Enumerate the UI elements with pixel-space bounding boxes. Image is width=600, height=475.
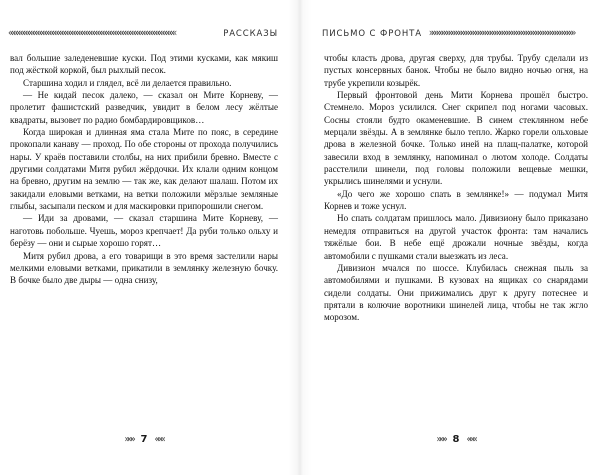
paragraph: Но спать солдатам пришлось мало. Дивизиону было приказано немедля отправиться на другой участок фронта: там начались тяжёлые бои. В небе ещё дрожали ночные звёзды, когда автомобили с пушками стали выезжать из леса. <box>324 213 588 261</box>
paragraph: Митя рубил дрова, а его товарищи в это время застелили нары мелкими еловыми ветками, прикатили в землянку железную бочку. В бочке было две дыры — одна снизу, <box>10 250 278 286</box>
chevron-left-ornament-icon: ««« <box>466 434 476 445</box>
chevron-right-ornament-icon: »»» <box>124 434 134 445</box>
left-page-body-text <box>10 52 278 287</box>
paragraph: — Не кидай песок далеко, — сказал он Мите Корневу, — пролетит фашистский разведчик, увидит в белом лесу жёлтые квадраты, вызовет по радио бомбардировщиков… <box>10 90 278 125</box>
right-page <box>300 0 600 475</box>
paragraph: вал большие заледеневшие куски. Под этими кусками, как мякиш под жёсткой коркой, был рыхлый песок. <box>10 53 278 76</box>
right-page-body-text <box>324 52 588 324</box>
paragraph: Старшина ходил и глядел, всё ли делается правильно. <box>23 77 232 88</box>
chevron-right-ornament-icon: »»» <box>436 434 446 445</box>
chevron-left-ornament-icon: ««« <box>154 434 164 445</box>
left-page-folio <box>10 434 278 445</box>
left-page-running-head-title: РАССКАЗЫ <box>223 29 278 39</box>
chevron-right-ornament-icon: »»»»»»»»»»»»»»»»»»»»»»»»»»»»»»»»»»»»»»»»»»»»»»»»»»»»»»»»»»»» <box>428 28 574 40</box>
left-page-number: 7 <box>140 434 148 445</box>
right-page-running-head-title: ПИСЬМО С ФРОНТА <box>322 29 422 39</box>
paragraph: Когда широкая и длинная яма стала Мите по пояс, в середине прокопали канаву — проход. По обе стороны от прохода получились нары. У краёв поставили столбы, на них прибили бревно. Вместе с другими солдатами Митя рубил жёрдочки. Их клали одним концом на бревно, другим на землю — так же, как делают шалаш. Потом их закидали еловыми ветками, на ветки положили мёрзлые земляные глыбы, засыпали песком и для маскировки припорошили снегом. <box>10 127 278 212</box>
paragraph: чтобы класть дрова, другая сверху, для трубы. Трубу сделали из пустых консервных банок. Чтобы не было видно ночью огня, на трубе укрепили козырёк. <box>324 53 588 88</box>
paragraph: «До чего же хорошо спать в землянке!» — подумал Митя Корнев и тоже уснул. <box>324 188 588 212</box>
paragraph: Первый фронтовой день Мити Корнева прошёл быстро. Стемнело. Мороз усилился. Снег скрипел под ногами часовых. Сосны стояли будто окаменевшие. В синем стеклянном небе мерцали звёзды. А в землянке было тепло. Жарко горели ольховые дрова в железной бочке. Только иней на плащ-палатке, которой завесили вход в землянку, напоминал о лютом холоде. Солдаты расстелили шинели, под головы положили вещевые мешки, укрылись шинелями и уснули. <box>324 90 588 187</box>
right-page-number: 8 <box>452 434 460 445</box>
left-page-running-head <box>8 26 278 42</box>
paragraph: — Иди за дровами, — сказал старшина Мите Корневу, — наготовь побольше. Чуешь, мороз крепчает! Да руби только ольху и берёзу — они и сырые хорошо горят… <box>10 213 278 249</box>
paragraph: Дивизион мчался по шоссе. Клубилась снежная пыль за автомобилями и пушками. В кузовах на ящиках со снарядами сидели солдаты. Они прижимались друг к другу потеснее и прятали в колючие воротники шинелей лица, чтобы не так жгло морозом. <box>324 262 588 323</box>
right-page-folio <box>324 434 588 445</box>
chevron-left-ornament-icon: ««««««««««««««««««««««««««««««««««««««««««««««««««««««««««««««««««««« <box>8 28 175 40</box>
right-page-running-head <box>322 26 590 42</box>
